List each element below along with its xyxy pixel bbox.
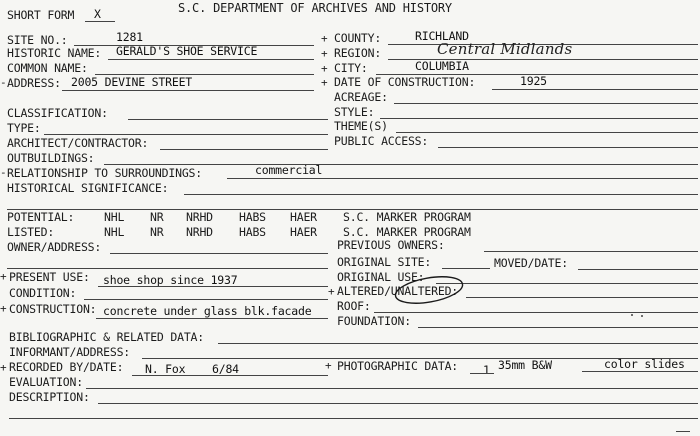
potential-habs: HABS [239,210,266,224]
date-label: DATE OF CONSTRUCTION: [334,75,476,89]
stray-dot [641,315,643,317]
photo-count-line [470,373,494,374]
photo-color-line [582,371,604,372]
relationship-value: commercial [255,163,323,177]
acreage-label: ACREAGE: [334,90,388,104]
architect-label: ARCHITECT/CONTRACTOR: [7,136,149,150]
classification-label: CLASSIFICATION: [7,106,108,120]
significance-line [184,194,698,195]
outbuildings-label: OUTBUILDINGS: [7,151,95,165]
county-label: COUNTY: [334,31,382,45]
region-value: Central Midlands [437,40,573,58]
short-form-label: SHORT FORM [7,8,75,22]
moved-label: MOVED/DATE: [494,256,568,270]
original-use-line [436,283,698,284]
site-no-value: 1281 [116,30,143,44]
owner-line-2 [7,268,328,269]
county-value: RICHLAND [415,29,469,43]
short-form-line [85,21,115,22]
roof-label: ROOF: [337,299,371,313]
description-line [98,403,698,404]
outbuildings-line [104,164,698,165]
potential-nr: NR [150,210,164,224]
city-label: CITY: [334,61,368,75]
date-line [492,89,698,90]
previous-owners-line [484,251,698,252]
plus-mark: + [321,62,328,75]
style-line [380,118,698,119]
historic-name-label: HISTORIC NAME: [7,46,102,60]
marker-program-2: S.C. MARKER PROGRAM [343,225,471,239]
original-use-label: ORIGINAL USE: [337,270,425,284]
type-label: TYPE: [7,121,41,135]
historic-name-line [108,59,314,60]
present-use-label: PRESENT USE: [9,270,90,284]
significance-label: HISTORICAL SIGNIFICANCE: [7,181,169,195]
construction-label: CONSTRUCTION: [9,302,97,316]
condition-line [84,299,328,300]
moved-line [578,269,698,270]
evaluation-label: EVALUATION: [9,375,83,389]
roof-line [374,312,698,313]
evaluation-line [86,388,698,389]
photo-bw: 35mm B&W [498,358,552,372]
photo-data-line [604,371,698,372]
foundation-line [418,327,698,328]
public-access-line [438,147,698,148]
altered-line [466,297,698,298]
potential-nhl: NHL [104,210,125,224]
plus-mark: + [0,270,7,283]
listed-label: LISTED: [7,225,55,239]
potential-haer: HAER [290,210,317,224]
region-label: REGION: [334,46,382,60]
present-use-value: shoe shop since 1937 [103,273,238,287]
type-line [44,134,328,135]
stray-dot [631,314,633,316]
address-label: ADDRESS: [7,76,61,90]
recorded-date-value: 6/84 [212,362,239,376]
classification-line [128,119,328,120]
potential-nrhd: NRHD [186,210,213,224]
plus-mark: + [328,285,335,298]
architect-line [160,149,328,150]
owner-label: OWNER/ADDRESS: [7,240,102,254]
informant-label: INFORMANT/ADDRESS: [9,345,131,359]
dash-mark: - [0,166,7,179]
previous-owners-label: PREVIOUS OWNERS: [337,238,445,252]
city-value: COLUMBIA [415,59,469,73]
photo-count: 1 [483,363,490,377]
original-site-line [442,268,490,269]
site-no-label: SITE NO.: [7,33,68,47]
recorded-line [132,375,328,376]
plus-mark: + [0,361,7,374]
recorded-by-value: N. Fox [145,362,186,376]
recorded-label: RECORDED BY/DATE: [9,360,124,374]
relationship-label: RELATIONSHIP TO SURROUNDINGS: [7,166,202,180]
dash-mark: - [0,76,7,89]
public-access-label: PUBLIC ACCESS: [334,134,429,148]
corner-mark [676,431,690,432]
historic-name-value: GERALD'S SHOE SERVICE [116,44,258,58]
address-line [62,90,314,91]
theme-line [396,132,698,133]
short-form-mark: X [94,7,101,21]
description-label: DESCRIPTION: [9,390,90,404]
common-name-label: COMMON NAME: [7,61,88,75]
plus-mark: + [321,47,328,60]
condition-label: CONDITION: [9,286,77,300]
plus-mark: + [325,359,332,372]
bibliographic-line [218,343,698,344]
owner-line [110,253,328,254]
acreage-line [394,103,698,104]
style-label: STYLE: [334,105,375,119]
photo-color: color slides [604,357,685,371]
agency-title: S.C. DEPARTMENT OF ARCHIVES AND HISTORY [178,1,452,15]
present-use-line [98,286,328,287]
bibliographic-label: BIBLIOGRAPHIC & RELATED DATA: [9,330,204,344]
description-line-2 [9,418,698,419]
address-value: 2005 DEVINE STREET [71,75,193,89]
marker-program-1: S.C. MARKER PROGRAM [343,210,471,224]
photo-label: PHOTOGRAPHIC DATA: [337,359,459,373]
listed-nrhd: NRHD [186,225,213,239]
date-value: 1925 [520,74,547,88]
listed-habs: HABS [239,225,266,239]
listed-haer: HAER [290,225,317,239]
theme-label: THEME(S) [334,119,388,133]
relationship-line [227,178,698,179]
listed-nhl: NHL [104,225,125,239]
altered-label: ALTERED/UNALTERED: [337,284,459,298]
plus-mark: + [321,32,328,45]
potential-label: POTENTIAL: [7,210,75,224]
foundation-label: FOUNDATION: [337,314,411,328]
plus-mark: + [321,76,328,89]
listed-nr: NR [150,225,164,239]
construction-line [96,318,328,319]
plus-mark: + [0,302,7,315]
original-site-label: ORIGINAL SITE: [337,255,432,269]
construction-value: concrete under glass blk.facade [103,304,312,318]
